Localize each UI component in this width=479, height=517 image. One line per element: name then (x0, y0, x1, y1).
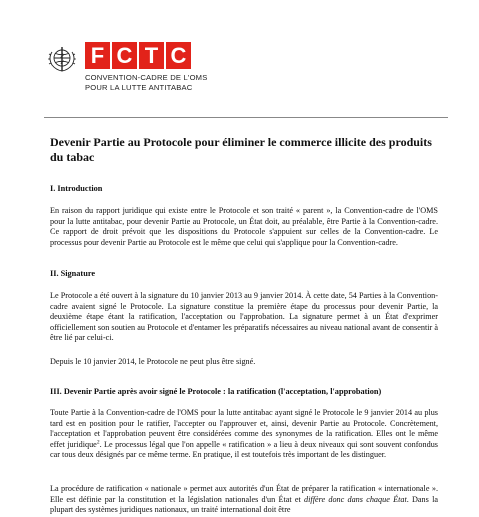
who-emblem-icon (45, 44, 79, 74)
fctc-letter: F (85, 42, 110, 69)
section-heading: II. Signature (50, 269, 96, 278)
org-name-line: POUR LA LUTTE ANTITABAC (85, 82, 193, 92)
paragraph (50, 484, 438, 516)
paragraph: Le Protocole a été ouvert à la signature du 10 janvier 2013 au 9 janvier 2014. À cette date, 54 Parties à la Convention-cadre avaient signé le Protocole. La signature constitue la première étape du processus pour devenir Partie, la deuxième étape étant la ratification, l'acceptation ou l'approbation. La signature permet à un État d'exprimer officiellement son soutien au Protocole et d'entamer les préparatifs nécessaires au niveau national avant de consentir à être lié par celui-ci. (50, 291, 438, 343)
paragraph-text: Toute Partie à la Convention-cadre de l'OMS pour la lutte antitabac ayant signé le Protocole le 9 janvier 2014 au plus tard est en position pour le ratifier, l'accepter ou l'approuver et, ainsi, devenir Partie au Protocole. Concrètement, l'acceptation et l'approbation peuvent être considérées comme des synonymes de la ratification. Elles ont le même effet juridique (50, 408, 438, 449)
paragraph: Depuis le 10 janvier 2014, le Protocole ne peut plus être signé. (50, 357, 256, 366)
paragraph-text: . Dans la plupart des systèmes juridiques nationaux, un traité international doit être (50, 494, 438, 515)
fctc-header (45, 40, 445, 100)
header-rule (44, 117, 448, 118)
section-heading: III. Devenir Partie après avoir signé le Protocole : la ratification (l'acceptation, l'approbation) (50, 387, 382, 396)
fctc-letter: C (166, 42, 191, 69)
fctc-logo (85, 42, 191, 69)
org-name (85, 73, 207, 92)
org-name-line: CONVENTION-CADRE DE L'OMS (85, 73, 208, 82)
paragraph: En raison du rapport juridique qui existe entre le Protocole et son traité « parent », la Convention-cadre de l'OMS pour la lutte antitabac, pour devenir Partie au Protocole, un État doit, au préalable, être Partie à la Convention-cadre. Ce rapport de droit prévoit que les dispositions du Protocole s'appuient sur celles de la Convention-cadre. Le processus pour devenir Partie au Protocole est le même que celui qui s'applique pour la Convention-cadre. (50, 206, 438, 247)
paragraph (50, 408, 438, 461)
fctc-letter: T (139, 42, 164, 69)
emphasis-text: diffère donc dans chaque État (304, 494, 407, 504)
footnote-ref[interactable]: 2 (96, 439, 100, 446)
document-title: Devenir Partie au Protocole pour éliminer le commerce illicite des produits du tabac (50, 135, 432, 164)
paragraph-text: La procédure de ratification « nationale » permet aux autorités d'un État de préparer la ratification « internationale ». Elle est définie par la constitution et la législation nationales d'un État et (50, 484, 438, 504)
paragraph-text: . Le processus légal que l'on appelle « ratification » a lieu à deux niveaux qui sont souvent confondus car tous deux désignés par ce même terme. En pratique, il est toutefois très important de les distinguer. (50, 439, 438, 460)
section-heading: I. Introduction (50, 184, 103, 193)
fctc-letter: C (112, 42, 137, 69)
